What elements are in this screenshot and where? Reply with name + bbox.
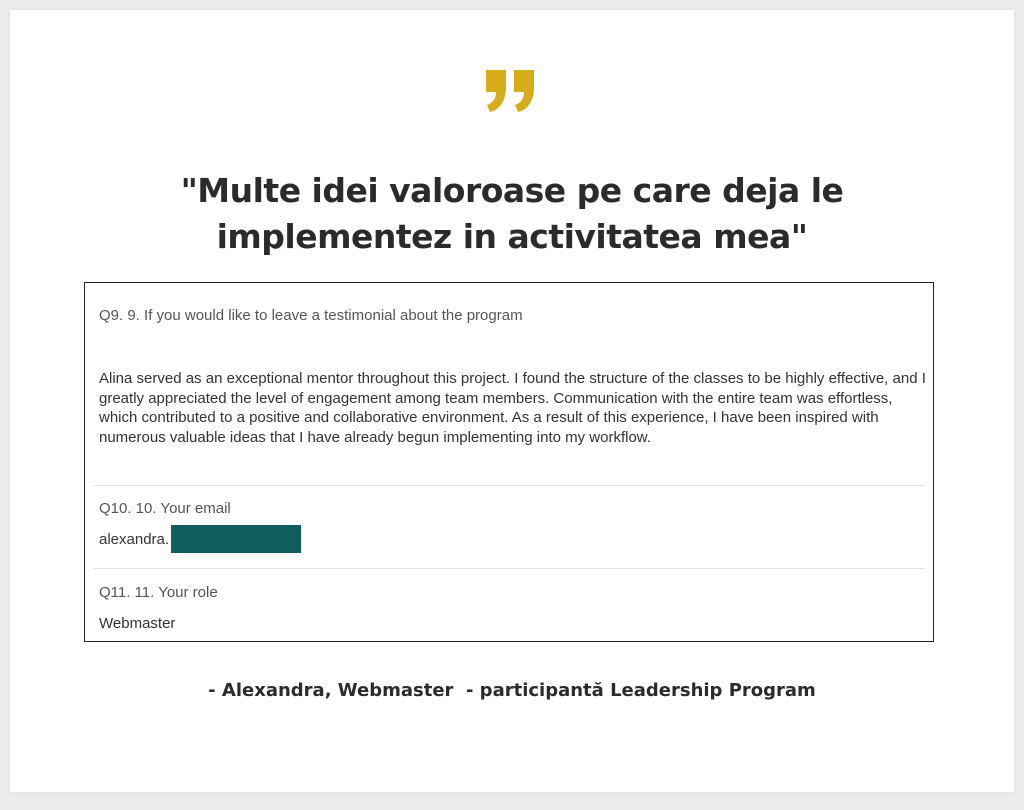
question-q11-answer: Webmaster (99, 615, 176, 632)
email-prefix: alexandra. (99, 530, 170, 548)
divider (93, 568, 925, 569)
headline-line-2: implementez in activitatea mea" (216, 217, 808, 256)
testimonial-card (10, 10, 1014, 792)
question-q9-label: Q9. 9. If you would like to leave a testimonial about the program (99, 307, 523, 324)
email-redaction-block (171, 525, 301, 553)
divider (93, 485, 925, 486)
question-q10-label: Q10. 10. Your email (99, 500, 231, 517)
question-q11-label: Q11. 11. Your role (99, 584, 218, 601)
question-q9-answer: Alina served as an exceptional mentor throughout this project. I found the structure of the classes to be highly effective, and I greatly appreciated the level of engagement among team members. Communication with the entire team was effortless, which contributed to a positive and collaborative environment. As a result of this experience, I have been inspired with numerous valuable ideas that I have already begun implementing into my workflow. (99, 370, 926, 446)
testimonial-attribution: - Alexandra, Webmaster - participantă Leadership Program (208, 680, 816, 701)
question-q10-answer (99, 525, 301, 553)
testimonial-headline (10, 168, 1014, 260)
closing-quote-icon (482, 52, 542, 112)
survey-response-screenshot (84, 282, 934, 642)
headline-line-1: "Multe idei valoroase pe care deja le (180, 171, 844, 210)
